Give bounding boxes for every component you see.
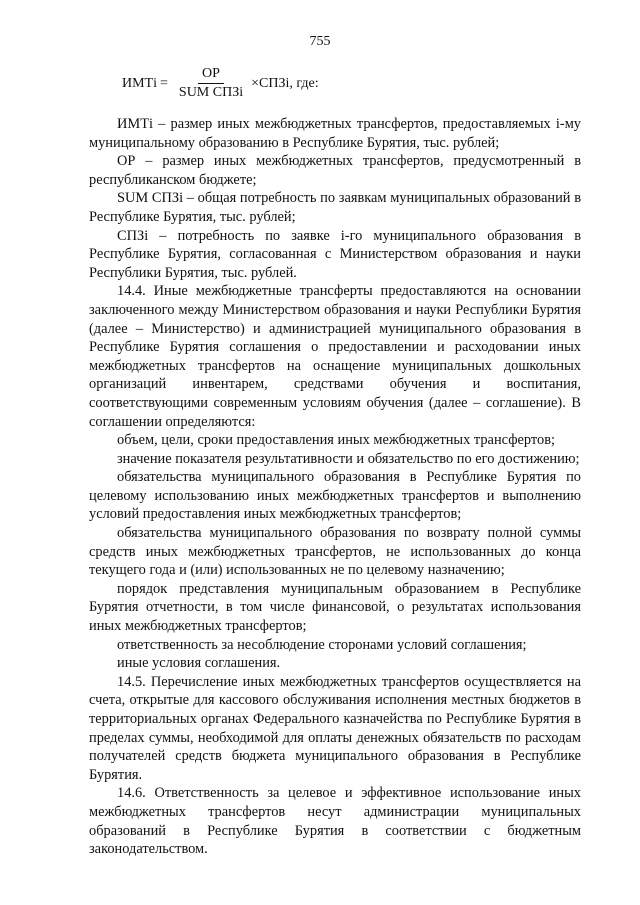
formula bbox=[122, 66, 319, 101]
agreement-item-indicator: значение показателя результативности и обязательство по его достижению; bbox=[117, 450, 580, 467]
formula-equals: = bbox=[160, 75, 168, 91]
formula-factor: СПЗі bbox=[259, 75, 290, 91]
definition-spz: СПЗі – потребность по заявке і-го муниципального образования в Республике Бурятия, согласованная с Министерством образования и науки Республики Бурятия, тыс. рублей. bbox=[89, 227, 581, 281]
definition-sum-spz: SUM СПЗі – общая потребность по заявкам муниципальных образований в Республике Бурятия, тыс. рублей; bbox=[89, 190, 581, 225]
agreement-item-reporting: порядок представления муниципальным образованием в Республике Бурятия отчетности, в том числе финансовой, о результатах использования иных межбюджетных трансфертов; bbox=[89, 580, 581, 635]
definition-or: ОР – размер иных межбюджетных трансфертов, предусмотренный в республиканском бюджете; bbox=[89, 153, 581, 188]
formula-times: × bbox=[251, 75, 260, 91]
agreement-item-refund: обязательства муниципального образования по возврату полной суммы средств иных межбюджетных трансфертов, не использованных до конца текущего года и (или) использованных не по целевому назначению; bbox=[89, 525, 581, 579]
body-text bbox=[89, 115, 581, 859]
definition-imt: ИМТі – размер иных межбюджетных трансфертов, предоставляемых і-му муниципальному образованию в Республике Бурятия, тыс. рублей; bbox=[89, 116, 581, 151]
clause-14-5: 14.5. Перечисление иных межбюджетных трансфертов осуществляется на счета, открытые для кассового обслуживания исполнения местных бюджетов в территориальных органах Федерального казначейства по Республике Бурятия в пределах суммы, необходимой для оплаты денежных обязательств по расходам получателей средств бюджета муниципального образования в Республике Бурятия. bbox=[89, 673, 581, 783]
formula-numerator: ОР bbox=[198, 66, 224, 84]
formula-lhs: ИМТі bbox=[122, 75, 157, 91]
agreement-item-liability: ответственность за несоблюдение сторонами условий соглашения; bbox=[117, 636, 527, 653]
agreement-item-target-use: обязательства муниципального образования в Республике Бурятия по целевому использованию иных межбюджетных трансфертов и выполнению условий предоставления иных межбюджетных трансфертов; bbox=[89, 469, 581, 523]
clause-14-4: 14.4. Иные межбюджетные трансферты предоставляются на основании заключенного между Министерством образования и науки Республики Бурятия (далее – Министерство) и администрацией муниципального образования в Республике Бурятия соглашения о предоставлении и расходовании иных межбюджетных трансфертов на оснащение муниципальных дошкольных организаций инвентарем, средствами обучения и воспитания, соответствующими современным условиям обучения (далее – соглашение). В соглашении определяются: bbox=[89, 283, 581, 430]
formula-denominator: SUM СПЗі bbox=[178, 85, 244, 100]
formula-fraction bbox=[175, 66, 247, 101]
formula-tail: , где: bbox=[289, 75, 319, 91]
page-number: 755 bbox=[309, 34, 331, 49]
agreement-item-other: иные условия соглашения. bbox=[117, 655, 281, 672]
agreement-item-volume: объем, цели, сроки предоставления иных межбюджетных трансфертов; bbox=[117, 432, 556, 449]
clause-14-6: 14.6. Ответственность за целевое и эффективное использование иных межбюджетных трансфертов несут администрации муниципальных образований в Республике Бурятия в соответствии с бюджетным законодательством. bbox=[89, 785, 581, 858]
